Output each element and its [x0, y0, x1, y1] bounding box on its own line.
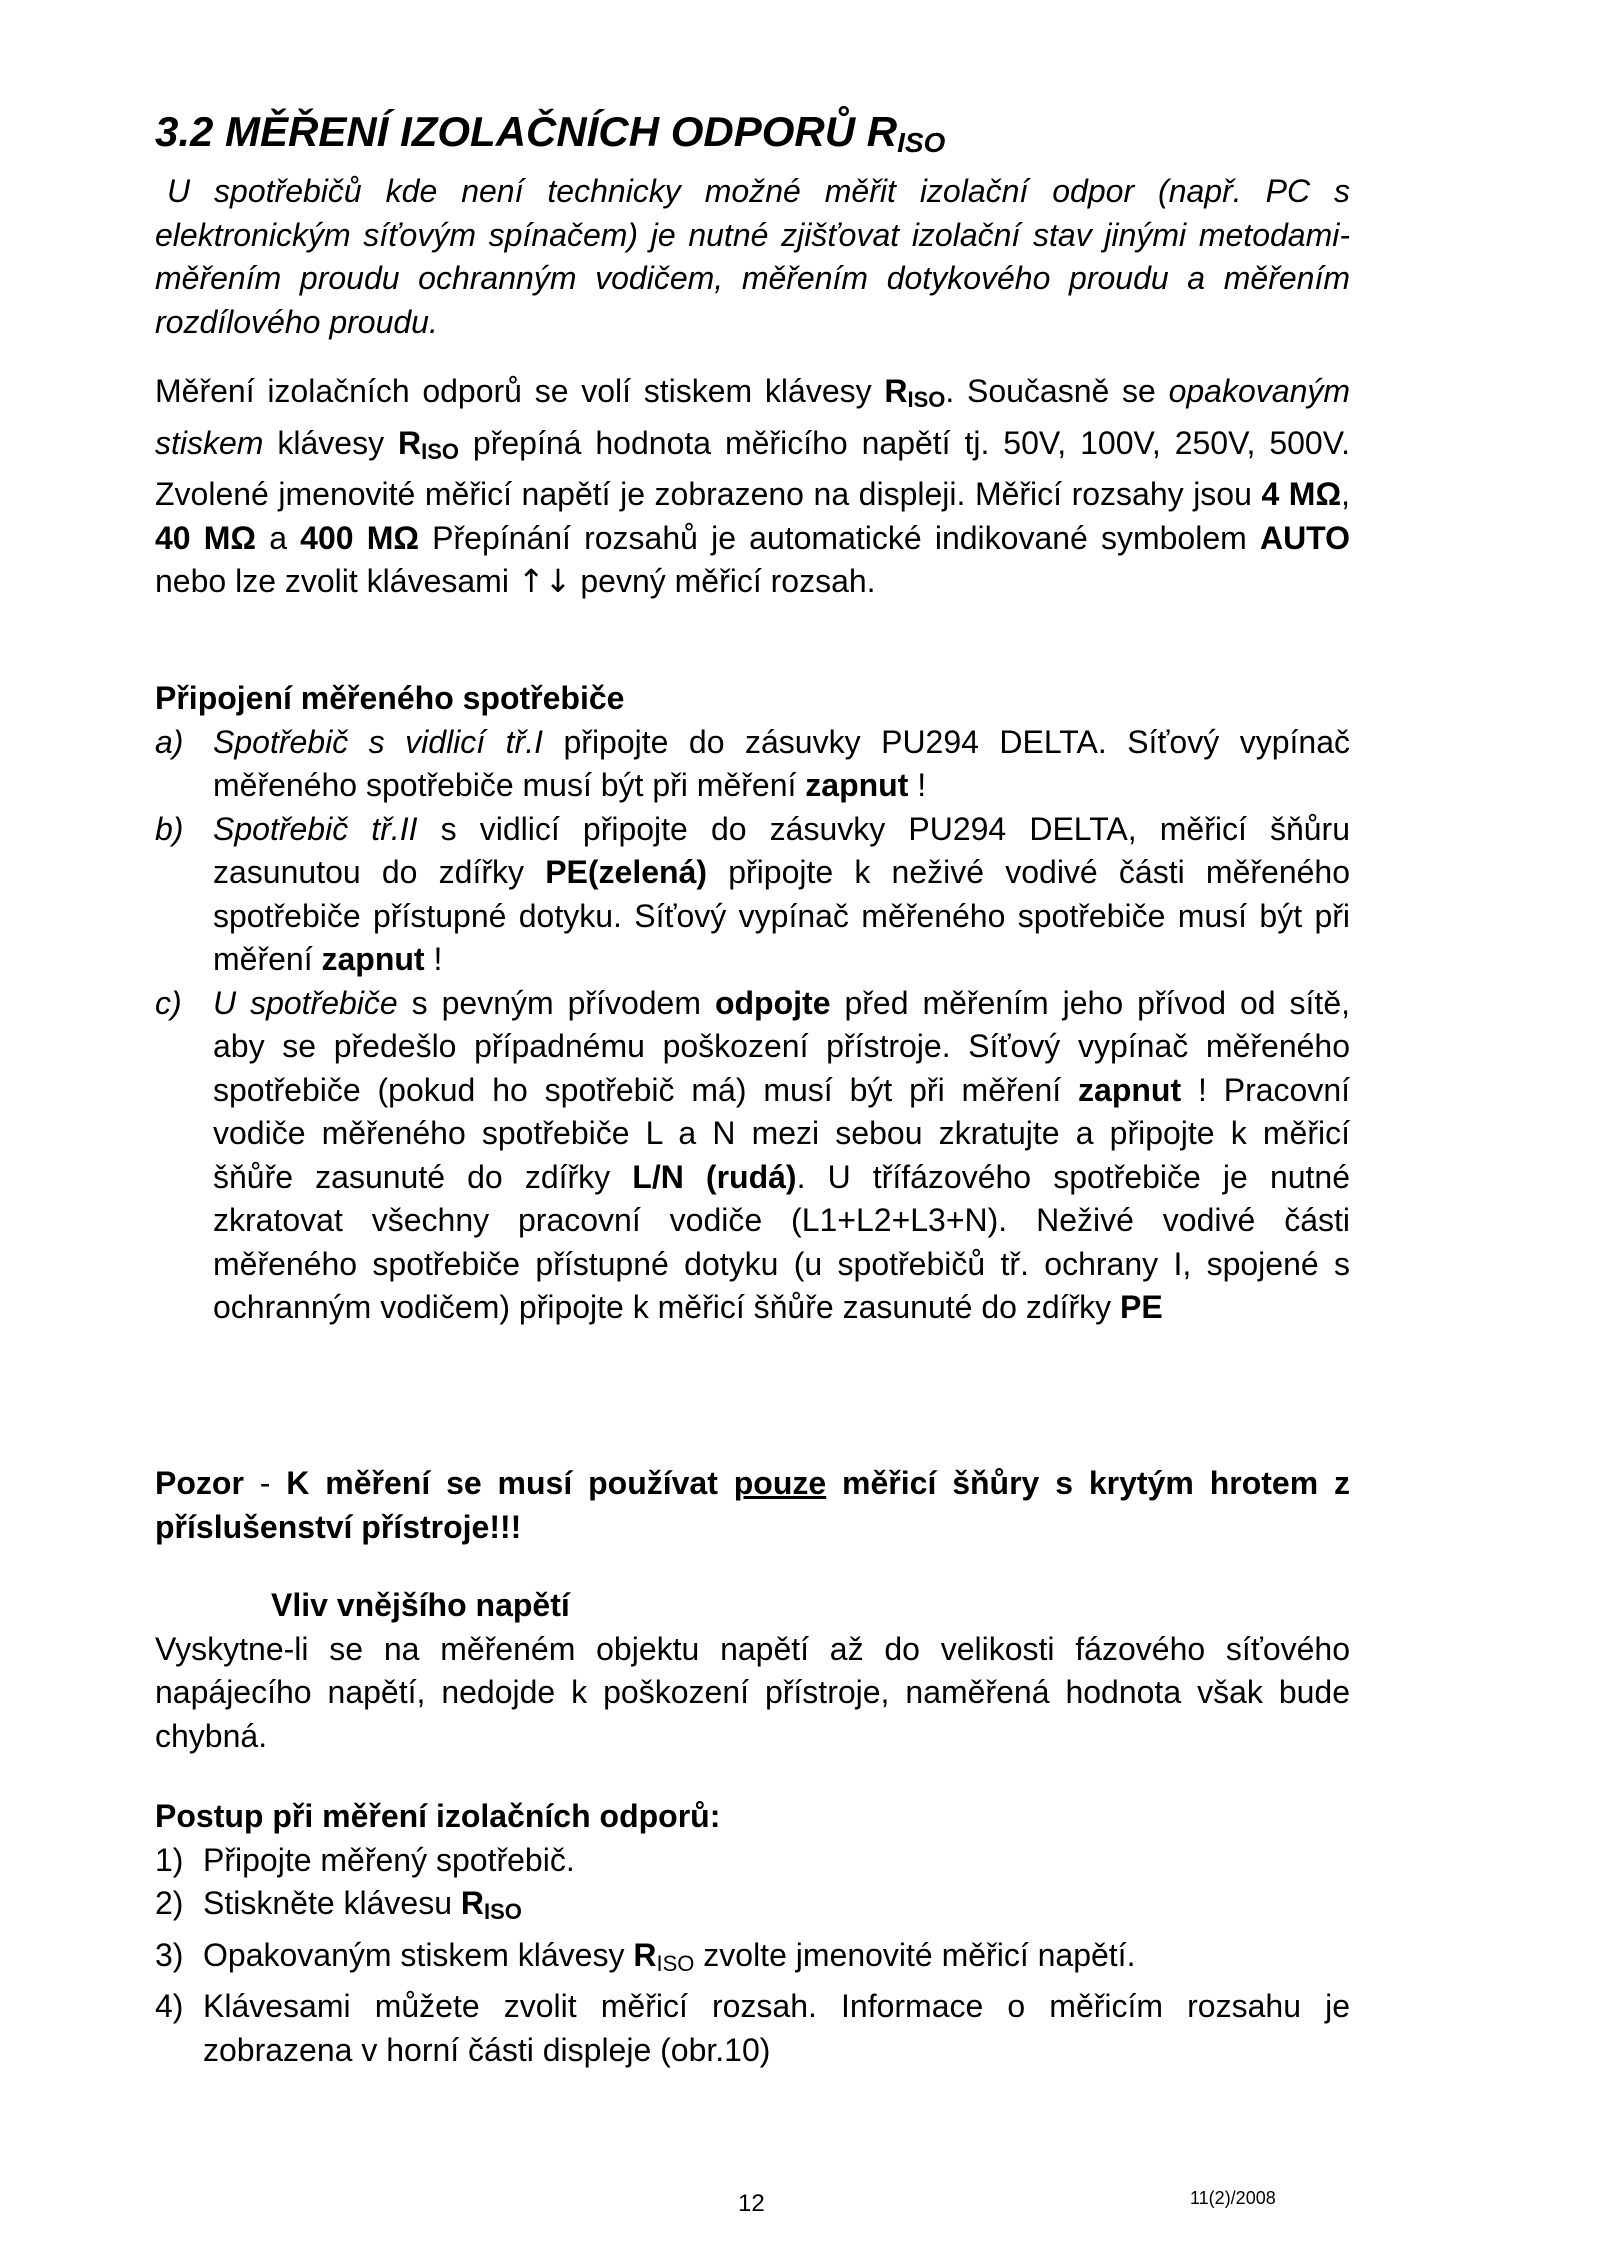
range-400mohm: 400 MΩ [300, 519, 420, 556]
warning-block [155, 1462, 1350, 1549]
procedure-step-2: 2) Stiskněte klávesu $R_{ISO}$ [155, 1885, 522, 1924]
riso-key: $R_{ISO}$ [398, 424, 460, 464]
arrow-keys-icon: ↑↓ [517, 562, 572, 600]
heading-subscript: ISO [897, 127, 946, 158]
riso-key: $R_{ISO}$ [884, 373, 946, 412]
range-4mohm: 4 MΩ [1261, 476, 1342, 512]
procedure-step-4: 4) Klávesami můžete zvolit měřicí rozsah. Informace o měřicím rozsahu je zobrazena v horní části displeje (obr.10) [155, 1988, 1350, 2068]
connection-section [155, 677, 1350, 1330]
external-voltage-title: Vliv vnějšího napětí [271, 1587, 570, 1623]
list-item-b: b) Spotřebič tř.II s vidlicí připojte do zásuvky PU294 DELTA, měřicí šňůru zasunutou do zdířky PE(zelená) připojte k neživé vodivé části měřeného spotřebiče přístupné dotyku. Síťový vypínač měřeného spotřebiče musí být při měření zapnut ! [155, 810, 1351, 977]
procedure-section [155, 1795, 1350, 2072]
external-voltage-section [155, 1584, 1350, 1758]
list-item-c: c) U spotřebiče s pevným přívodem odpojte před měřením jeho přívod od sítě, aby se předešlo případnému poškození přístroje. Síťový vypínač měřeného spotřebiče (pokud ho spotřebič má) musí být při měření zapnut ! Pracovní vodiče měřeného spotřebiče L a N mezi sebou zkratujte a připojte k měřicí šňůře zasunuté do zdířky L/N (rudá). U třífázového spotřebiče je nutné zkratovat všechny pracovní vodiče (L1+L2+L3+N). Neživé vodivé části měřeného spotřebiče přístupné dotyku (u spotřebičů tř. ochrany I, spojené s ochranným vodičem) připojte k měřicí šňůře zasunuté do zdířky PE [155, 984, 1351, 1325]
warning-paragraph: Pozor - K měření se musí používat pouze měřicí šňůry s krytým hrotem z příslušenství přístroje!!! [155, 1465, 1351, 1545]
external-voltage-text: Vyskytne-li se na měřeném objektu napětí až do velikosti fázového síťového napájecího napětí, nedojde k poškození přístroje, naměřená hodnota však bude chybná. [155, 1630, 1350, 1754]
intro-block [155, 170, 1350, 344]
procedure-step-1: 1) Připojte měřený spotřebič. [155, 1841, 575, 1878]
procedure-title: Postup při měření izolačních odporů: [155, 1798, 721, 1834]
section-heading [155, 108, 945, 159]
heading-text: 3.2 MĚŘENÍ IZOLAČNÍCH ODPORŮ R [155, 108, 898, 155]
connection-title: Připojení měřeného spotřebiče [155, 680, 625, 716]
page-number: 12 [738, 2190, 765, 2217]
list-item-a: a) Spotřebič s vidlicí tř.I připojte do zásuvky PU294 DELTA. Síťový vypínač měřeného spotřebiče musí být při měření zapnut ! [155, 723, 1351, 803]
intro-paragraph: U spotřebičů kde není technicky možné měřit izolační odpor (např. PC s elektronickým síťovým spínačem) je nutné zjišťovat izolační stav jinými metodami- měřením proudu ochranným vodičem, měřením dotykového proudu a měřením rozdílového proudu. [155, 173, 1350, 340]
auto-symbol: AUTO [1259, 519, 1351, 556]
range-40mohm: 40 MΩ [155, 519, 257, 556]
procedure-step-3: 3) Opakovaným stiskem klávesy $R_{ISO}$ zvolte jmenovité měřicí napětí. [155, 1936, 1136, 1976]
measurement-paragraph: Měření izolačních odporů se volí stiskem klávesy $R_{ISO}$. Současně se opakovaným stiskem klávesy $R_{ISO}$ přepíná hodnota měřicího napětí tj. 50V, 100V, 250V, 500V. Zvolené jmenovité měřicí napětí je zobrazeno na displeji. Měřicí rozsahy jsou 4 MΩ, 40 MΩ a 400 MΩ Přepínání rozsahů je automatické indikované symbolem AUTO nebo lze zvolit klávesami ↑↓ pevný měřicí rozsah. [155, 373, 1351, 600]
document-date: 11(2)/2008 [1190, 2188, 1276, 2208]
